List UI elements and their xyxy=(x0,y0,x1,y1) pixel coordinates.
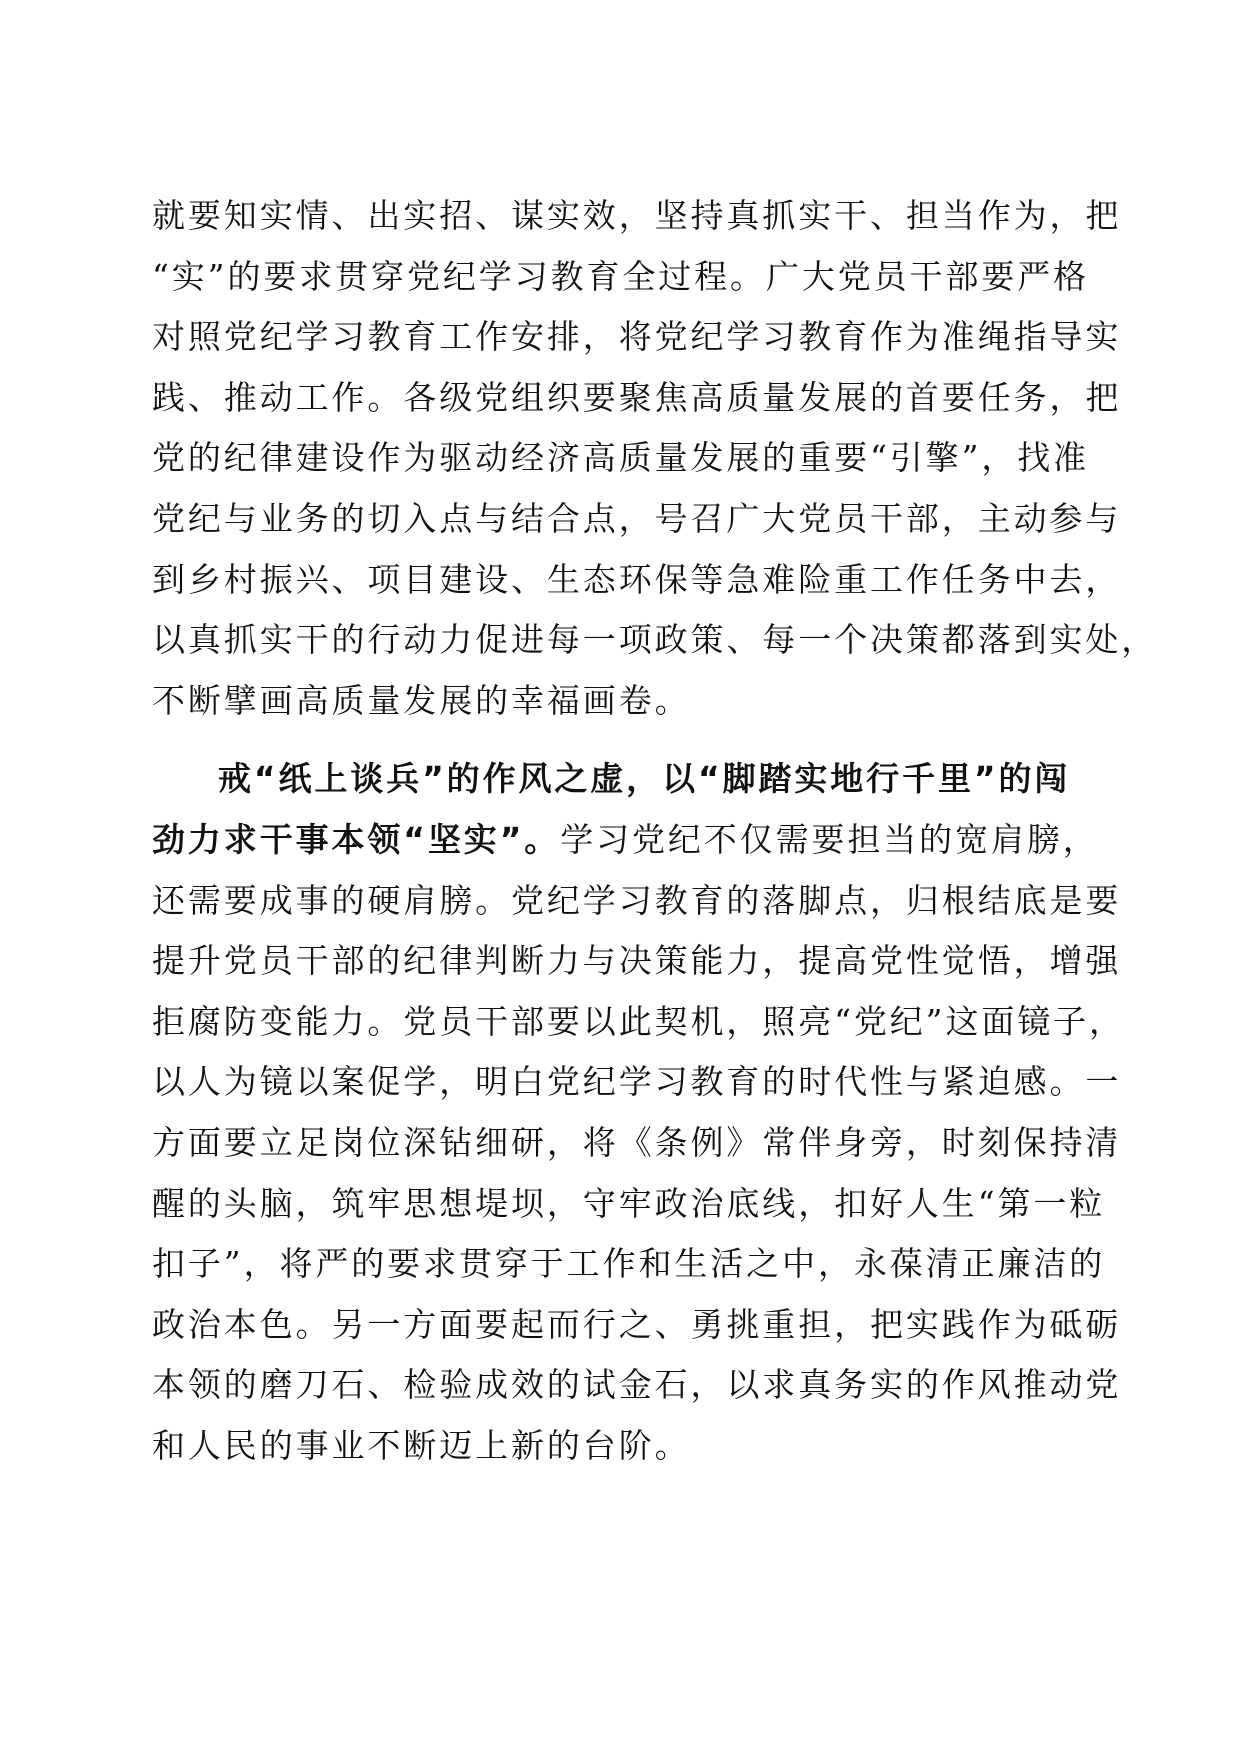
paragraph-line: 本领的磨刀石、检验成效的试金石，以求真务实的作风推动党 xyxy=(152,1365,1122,1405)
paragraph-line: 扣子”，将严的要求贯穿于工作和生活之中，永葆清正廉洁的 xyxy=(152,1244,1106,1284)
paragraph-line: “实”的要求贯穿党纪学习教育全过程。广大党员干部要严格 xyxy=(152,256,1090,296)
paragraph-heading-continuation xyxy=(152,810,1099,871)
paragraph-line: 不断擘画高质量发展的幸福画卷。 xyxy=(152,680,691,720)
document-body xyxy=(152,186,1158,1476)
paragraph-line: 和人民的事业不断迈上新的台阶。 xyxy=(152,1425,691,1465)
paragraph-line: 以人为镜以案促学，明白党纪学习教育的时代性与紧迫感。一 xyxy=(152,1062,1122,1102)
paragraph-line: 党的纪律建设作为驱动经济高质量发展的重要“引擎”，找准 xyxy=(152,438,1090,478)
paragraph-line: 还需要成事的硬肩膀。党纪学习教育的落脚点，归根结底是要 xyxy=(152,880,1122,920)
paragraph-line: 拒腐防变能力。党员干部要以此契机，照亮“党纪”这面镜子， xyxy=(152,1001,1125,1041)
paragraph-line: 对照党纪学习教育工作安排，将党纪学习教育作为准绳指导实 xyxy=(152,317,1122,357)
paragraph-line: 以真抓实干的行动力促进每一项政策、每一个决策都落到实处， xyxy=(152,620,1158,660)
paragraph-1 xyxy=(152,186,1158,731)
paragraph-line: 就要知实情、出实招、谋实效，坚持真抓实干、担当作为，把 xyxy=(152,196,1122,235)
paragraph-2 xyxy=(152,749,1125,1476)
paragraph-line: 提升党员干部的纪律判断力与决策能力，提高党性觉悟，增强 xyxy=(152,941,1122,981)
paragraph-line: 党纪与业务的切入点与结合点，号召广大党员干部，主动参与 xyxy=(152,498,1122,538)
paragraph-line: 方面要立足岗位深钻细研，将《条例》常伴身旁，时刻保持清 xyxy=(152,1122,1122,1162)
paragraph-line: 践、推动工作。各级党组织要聚焦高质量发展的首要任务，把 xyxy=(152,377,1122,417)
paragraph-line: 政治本色。另一方面要起而行之、勇挑重担，把实践作为砥砺 xyxy=(152,1304,1122,1344)
heading-rest-text: 学习党纪不仅需要担当的宽肩膀， xyxy=(560,819,1099,859)
paragraph-heading-line: 戒“纸上谈兵”的作风之虚，以“脚踏实地行千里”的闯 xyxy=(218,759,1071,799)
paragraph-line: 到乡村振兴、项目建设、生态环保等急难险重工作任务中去， xyxy=(152,559,1122,599)
paragraph-gap xyxy=(152,731,1092,749)
paragraph-line: 醒的头脑，筑牢思想堤坝，守牢政治底线，扣好人生“第一粒 xyxy=(152,1183,1106,1223)
heading-bold-text: 劲力求干事本领“坚实”。 xyxy=(152,819,561,859)
